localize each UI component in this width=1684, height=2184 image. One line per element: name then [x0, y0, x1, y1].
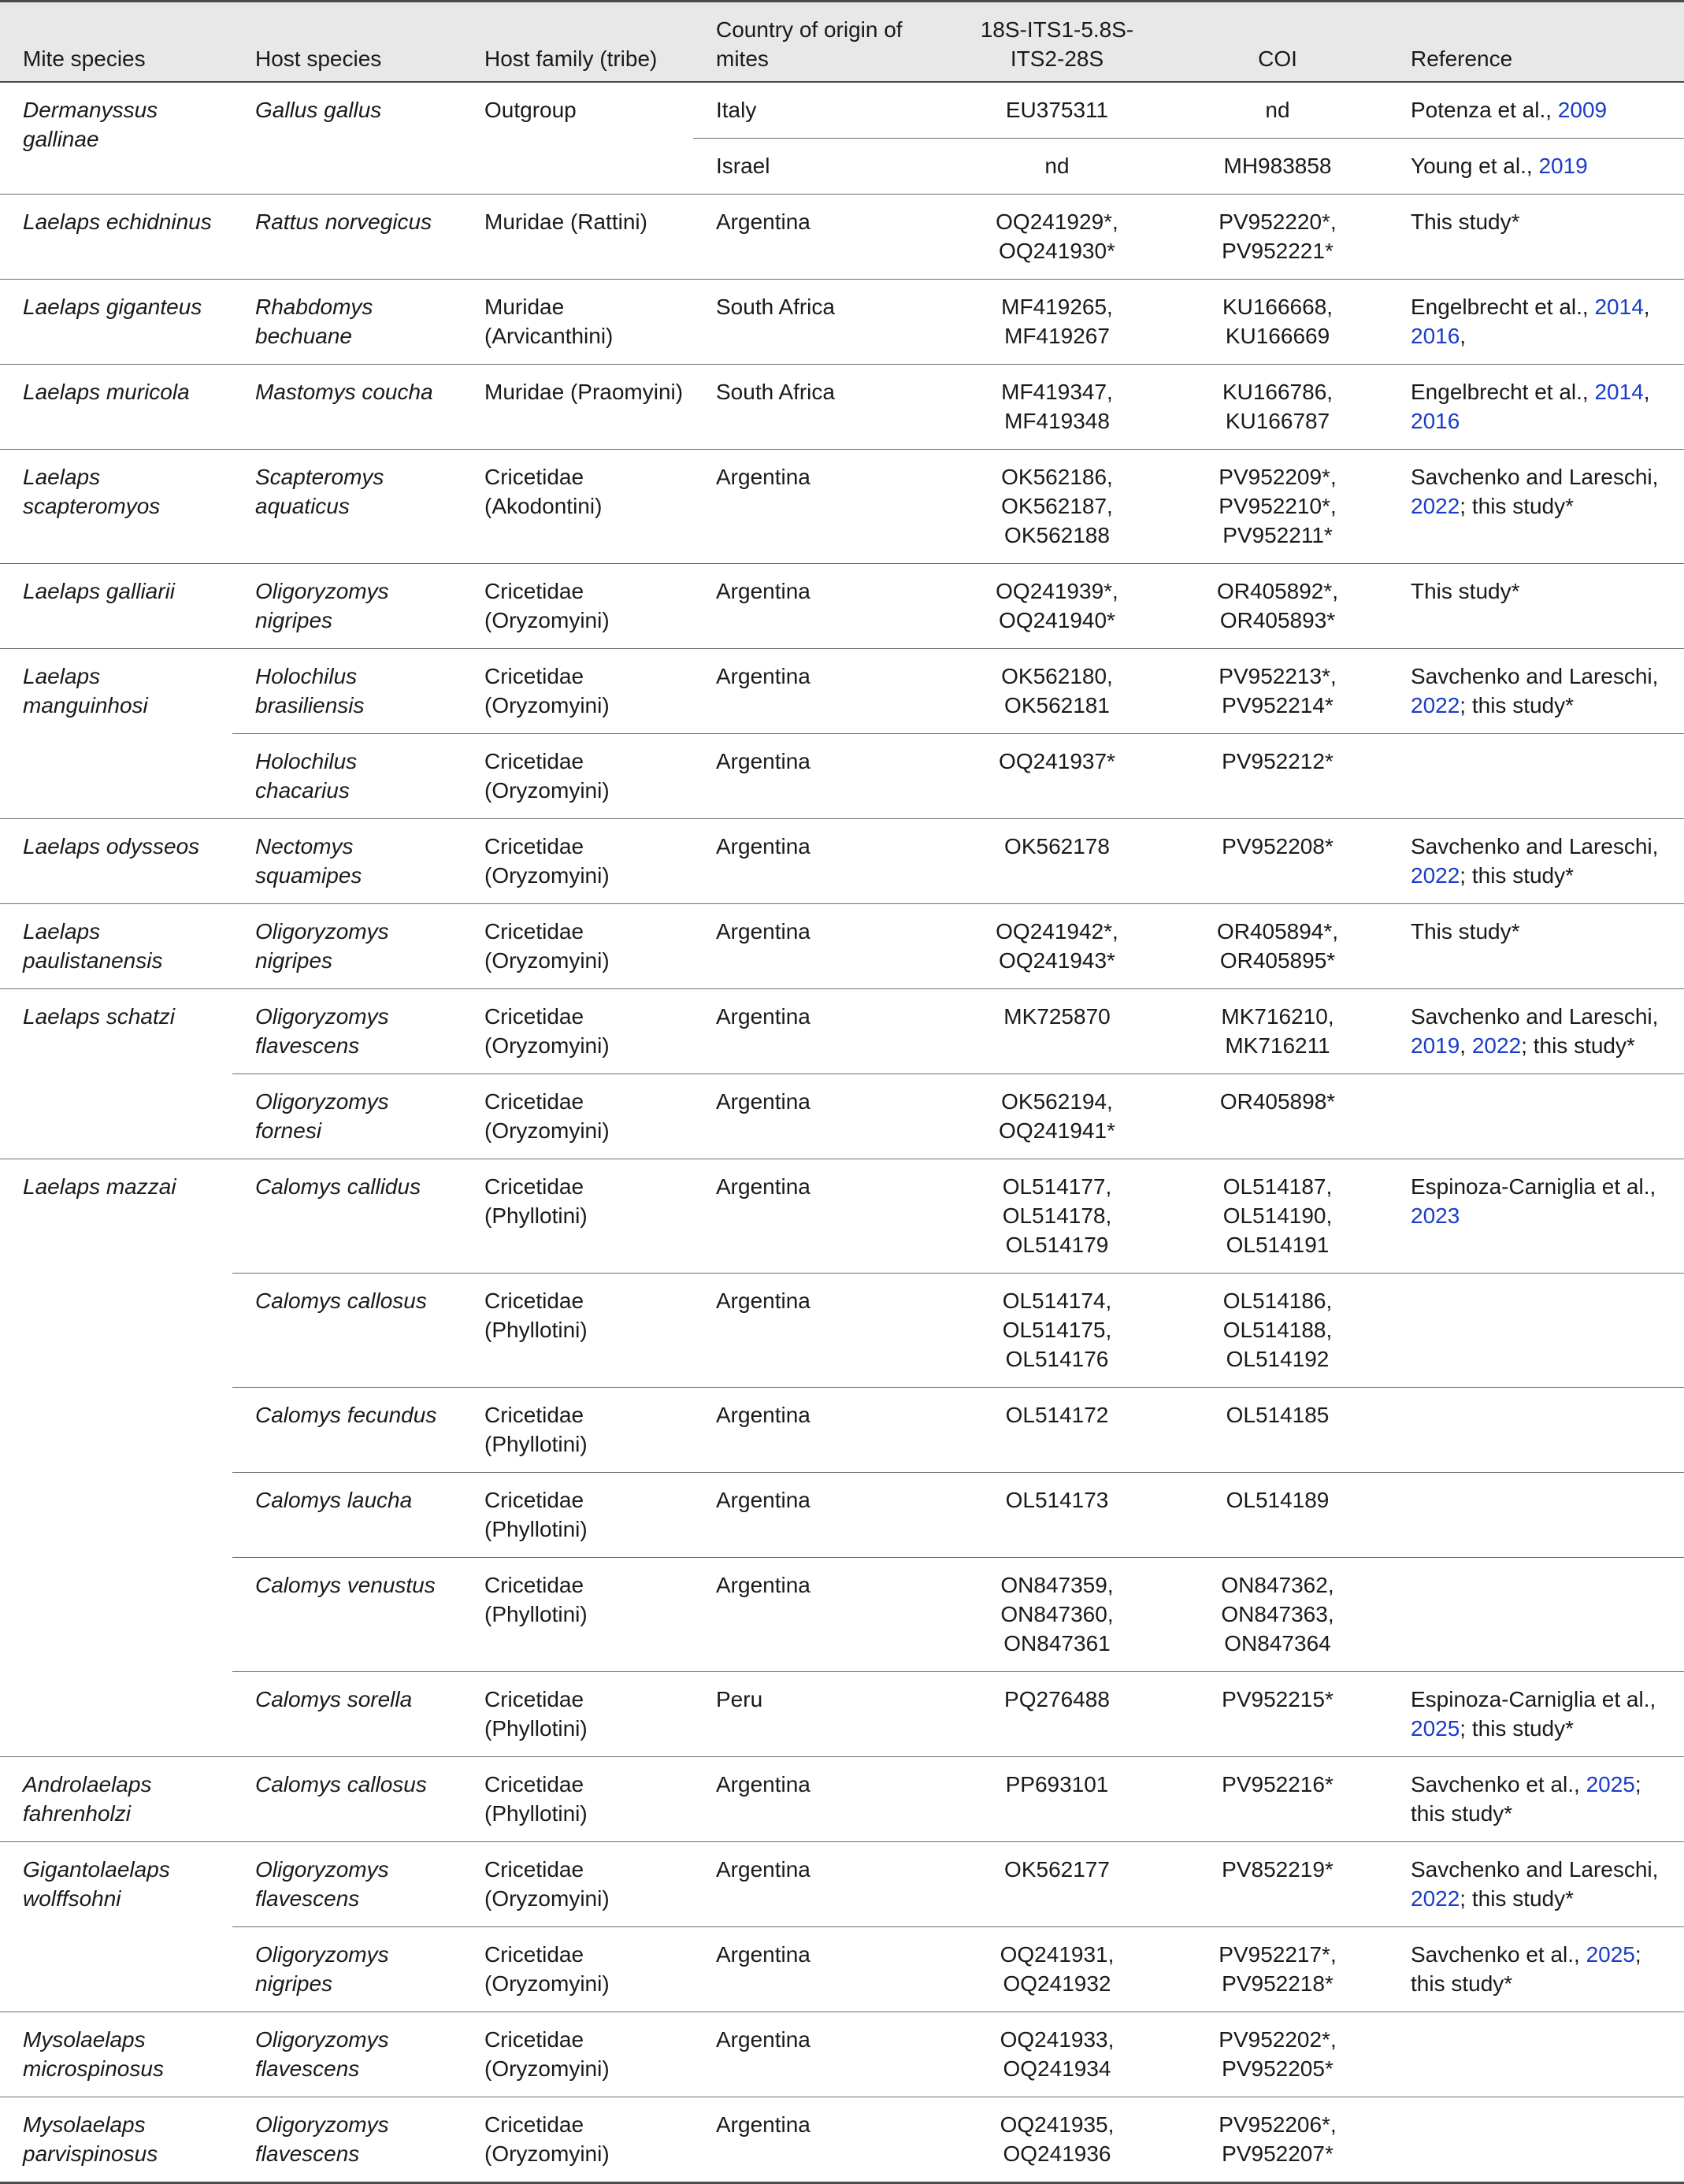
reference-cell [1388, 734, 1684, 819]
mite-species-cell: Laelaps paulistanensis [0, 904, 232, 989]
table-row [0, 195, 1684, 280]
country-cell: Argentina [693, 904, 947, 989]
country-cell: South Africa [693, 365, 947, 450]
its-accession-cell: OK562186, OK562187, OK562188 [947, 450, 1167, 564]
table-row [0, 734, 1684, 819]
coi-accession-cell: OL514186, OL514188, OL514192 [1167, 1274, 1388, 1388]
its-accession-cell: PQ276488 [947, 1672, 1167, 1757]
country-cell: Italy [693, 82, 947, 139]
host-family-cell: Cricetidae (Phyllotini) [462, 1558, 693, 1672]
coi-accession-cell: PV952216* [1167, 1757, 1388, 1842]
its-accession-cell: OK562178 [947, 819, 1167, 904]
ref-year-link[interactable]: 2019 [1411, 1033, 1460, 1058]
host-family-cell: Cricetidae (Akodontini) [462, 450, 693, 564]
ref-text: This study* [1411, 919, 1520, 944]
ref-year-link[interactable]: 2023 [1411, 1203, 1460, 1228]
host-family-cell: Muridae (Arvicanthini) [462, 280, 693, 365]
host-family-cell: Cricetidae (Oryzomyini) [462, 2012, 693, 2097]
ref-tail: ; this study* [1411, 1772, 1641, 1826]
its-accession-cell: ON847359, ON847360, ON847361 [947, 1558, 1167, 1672]
its-accession-cell: OQ241937* [947, 734, 1167, 819]
its-accession-cell: OQ241942*, OQ241943* [947, 904, 1167, 989]
country-cell: Argentina [693, 2097, 947, 2183]
host-family-cell: Cricetidae (Phyllotini) [462, 1388, 693, 1473]
table-row [0, 1757, 1684, 1842]
mite-species-cell: Mysolaelaps microspinosus [0, 2012, 232, 2097]
country-cell: Argentina [693, 195, 947, 280]
ref-year-link[interactable]: 2014 [1594, 295, 1644, 319]
reference-cell [1388, 1074, 1684, 1159]
host-species-cell: Oligoryzomys nigripes [232, 904, 462, 989]
ref-tail: ; this study* [1460, 693, 1575, 717]
mite-species-cell: Dermanyssus gallinae [0, 82, 232, 195]
host-family-cell: Cricetidae (Oryzomyini) [462, 819, 693, 904]
coi-accession-cell: PV952213*, PV952214* [1167, 649, 1388, 734]
country-cell: Argentina [693, 564, 947, 649]
table-row [0, 450, 1684, 564]
its-accession-cell: OQ241933, OQ241934 [947, 2012, 1167, 2097]
host-species-cell: Calomys laucha [232, 1473, 462, 1558]
ref-text: Savchenko and Lareschi, [1411, 664, 1659, 688]
ref-year-link[interactable]: 2025 [1586, 1772, 1635, 1797]
header-mite-species: Mite species [0, 2, 232, 83]
its-accession-cell: MF419347, MF419348 [947, 365, 1167, 450]
country-cell: Argentina [693, 1927, 947, 2012]
coi-accession-cell: KU166786, KU166787 [1167, 365, 1388, 450]
ref-text: Savchenko and Lareschi, [1411, 1004, 1659, 1029]
its-accession-cell: OK562177 [947, 1842, 1167, 1927]
ref-year-link[interactable]: 2025 [1411, 1716, 1460, 1741]
host-species-cell: Calomys sorella [232, 1672, 462, 1757]
its-accession-cell: OQ241929*, OQ241930* [947, 195, 1167, 280]
reference-cell [1388, 82, 1684, 139]
its-accession-cell: MF419265, MF419267 [947, 280, 1167, 365]
coi-accession-cell: MH983858 [1167, 139, 1388, 195]
table-row [0, 1842, 1684, 1927]
mite-species-cell: Mysolaelaps parvispinosus [0, 2097, 232, 2183]
coi-accession-cell: PV952208* [1167, 819, 1388, 904]
ref-year-link[interactable]: 2019 [1538, 154, 1588, 178]
ref-year-link[interactable]: 2022 [1411, 494, 1460, 518]
ref-text: Engelbrecht et al., [1411, 295, 1595, 319]
host-species-cell: Scapteromys aquaticus [232, 450, 462, 564]
host-species-cell: Oligoryzomys flavescens [232, 1842, 462, 1927]
coi-accession-cell: OR405892*, OR405893* [1167, 564, 1388, 649]
host-family-cell: Cricetidae (Oryzomyini) [462, 1074, 693, 1159]
ref-text: Engelbrecht et al., [1411, 380, 1595, 404]
host-species-cell: Oligoryzomys flavescens [232, 2097, 462, 2183]
ref-year-link[interactable]: 2022 [1411, 1886, 1460, 1911]
coi-accession-cell: OL514189 [1167, 1473, 1388, 1558]
its-accession-cell: OQ241931, OQ241932 [947, 1927, 1167, 2012]
reference-cell [1388, 139, 1684, 195]
its-accession-cell: OK562180, OK562181 [947, 649, 1167, 734]
host-species-cell: Calomys callidus [232, 1159, 462, 1274]
country-cell: Argentina [693, 989, 947, 1074]
reference-cell [1388, 1757, 1684, 1842]
host-family-cell: Cricetidae (Oryzomyini) [462, 2097, 693, 2183]
table-row [0, 989, 1684, 1074]
mite-species-cell: Laelaps scapteromyos [0, 450, 232, 564]
ref-tail: , [1643, 380, 1650, 404]
mite-species-cell: Laelaps galliarii [0, 564, 232, 649]
table-row [0, 365, 1684, 450]
ref-tail-2: ; this study* [1521, 1033, 1635, 1058]
country-cell: Argentina [693, 1388, 947, 1473]
its-accession-cell: EU375311 [947, 82, 1167, 139]
ref-tail: ; this study* [1460, 494, 1575, 518]
host-species-cell: Oligoryzomys nigripes [232, 1927, 462, 2012]
table-row [0, 1927, 1684, 2012]
host-species-cell: Mastomys coucha [232, 365, 462, 450]
ref-year-link[interactable]: 2022 [1411, 863, 1460, 888]
table-row [0, 1558, 1684, 1672]
host-species-cell: Rhabdomys bechuane [232, 280, 462, 365]
host-family-cell: Cricetidae (Phyllotini) [462, 1159, 693, 1274]
mite-species-cell: Gigantolaelaps wolffsohni [0, 1842, 232, 2012]
table-row [0, 82, 1684, 139]
coi-accession-cell: OR405898* [1167, 1074, 1388, 1159]
country-cell: Argentina [693, 819, 947, 904]
host-species-cell: Oligoryzomys nigripes [232, 564, 462, 649]
reference-cell [1388, 450, 1684, 564]
country-cell: Argentina [693, 1473, 947, 1558]
mite-species-cell: Laelaps mazzai [0, 1159, 232, 1757]
coi-accession-cell: PV952215* [1167, 1672, 1388, 1757]
mite-species-cell: Laelaps odysseos [0, 819, 232, 904]
mite-species-cell: Laelaps schatzi [0, 989, 232, 1159]
coi-accession-cell: OL514185 [1167, 1388, 1388, 1473]
its-accession-cell: OQ241939*, OQ241940* [947, 564, 1167, 649]
coi-accession-cell: PV852219* [1167, 1842, 1388, 1927]
host-species-cell: Oligoryzomys flavescens [232, 2012, 462, 2097]
coi-accession-cell: PV952202*, PV952205* [1167, 2012, 1388, 2097]
ref-text: Savchenko et al., [1411, 1942, 1586, 1967]
reference-cell [1388, 280, 1684, 365]
ref-text: Savchenko et al., [1411, 1772, 1586, 1797]
ref-text: Savchenko and Lareschi, [1411, 834, 1659, 858]
table-row [0, 819, 1684, 904]
host-species-cell: Oligoryzomys fornesi [232, 1074, 462, 1159]
country-cell: Argentina [693, 450, 947, 564]
host-species-cell: Oligoryzomys flavescens [232, 989, 462, 1074]
host-family-cell: Cricetidae (Oryzomyini) [462, 904, 693, 989]
country-cell: Argentina [693, 1558, 947, 1672]
ref-tail: ; this study* [1460, 1716, 1575, 1741]
ref-year-link[interactable]: 2025 [1586, 1942, 1635, 1967]
reference-cell [1388, 819, 1684, 904]
host-family-cell: Outgroup [462, 82, 693, 195]
host-family-cell: Cricetidae (Oryzomyini) [462, 1927, 693, 2012]
ref-text: Potenza et al., [1411, 98, 1558, 122]
host-species-cell: Holochilus chacarius [232, 734, 462, 819]
ref-year-link[interactable]: 2022 [1411, 693, 1460, 717]
country-cell: South Africa [693, 280, 947, 365]
host-family-cell: Cricetidae (Phyllotini) [462, 1473, 693, 1558]
reference-cell [1388, 564, 1684, 649]
mite-species-cell: Laelaps muricola [0, 365, 232, 450]
reference-cell [1388, 989, 1684, 1074]
mite-species-cell: Laelaps giganteus [0, 280, 232, 365]
host-species-cell: Calomys callosus [232, 1274, 462, 1388]
coi-accession-cell: nd [1167, 82, 1388, 139]
country-cell: Argentina [693, 1274, 947, 1388]
table-row [0, 1074, 1684, 1159]
coi-accession-cell: PV952212* [1167, 734, 1388, 819]
coi-accession-cell: KU166668, KU166669 [1167, 280, 1388, 365]
ref-text: This study* [1411, 579, 1520, 603]
ref-tail: , [1643, 295, 1650, 319]
country-cell: Israel [693, 139, 947, 195]
host-family-cell: Cricetidae (Phyllotini) [462, 1672, 693, 1757]
its-accession-cell: OL514173 [947, 1473, 1167, 1558]
host-species-cell: Calomys callosus [232, 1757, 462, 1842]
table-row [0, 1672, 1684, 1757]
reference-cell [1388, 1159, 1684, 1274]
ref-tail: ; this study* [1460, 1886, 1575, 1911]
host-family-cell: Cricetidae (Oryzomyini) [462, 1842, 693, 1927]
its-accession-cell: OL514177, OL514178, OL514179 [947, 1159, 1167, 1274]
country-cell: Argentina [693, 1842, 947, 1927]
table-row [0, 649, 1684, 734]
mite-species-cell: Androlaelaps fahrenholzi [0, 1757, 232, 1842]
reference-cell [1388, 1558, 1684, 1672]
its-accession-cell: MK725870 [947, 989, 1167, 1074]
header-reference: Reference [1388, 2, 1684, 83]
coi-accession-cell: ON847362, ON847363, ON847364 [1167, 1558, 1388, 1672]
coi-accession-cell: PV952209*, PV952210*, PV952211* [1167, 450, 1388, 564]
table-row [0, 1388, 1684, 1473]
table-row [0, 1473, 1684, 1558]
reference-cell [1388, 365, 1684, 450]
country-cell: Argentina [693, 2012, 947, 2097]
header-18s-marker: 18S-ITS1-5.8S-ITS2-28S [947, 2, 1167, 83]
reference-cell [1388, 1473, 1684, 1558]
ref-text: Savchenko and Lareschi, [1411, 465, 1659, 489]
host-family-cell: Cricetidae (Phyllotini) [462, 1757, 693, 1842]
table-row [0, 564, 1684, 649]
its-accession-cell: OL514174, OL514175, OL514176 [947, 1274, 1167, 1388]
host-species-cell: Calomys fecundus [232, 1388, 462, 1473]
reference-cell [1388, 195, 1684, 280]
ref-year-link-2[interactable]: 2016 [1411, 409, 1460, 433]
host-species-cell: Holochilus brasiliensis [232, 649, 462, 734]
host-species-cell: Nectomys squamipes [232, 819, 462, 904]
host-family-cell: Cricetidae (Oryzomyini) [462, 564, 693, 649]
table-row [0, 2097, 1684, 2183]
ref-tail: ; this study* [1460, 863, 1575, 888]
coi-accession-cell: OR405894*, OR405895* [1167, 904, 1388, 989]
host-species-cell: Rattus norvegicus [232, 195, 462, 280]
table-row [0, 904, 1684, 989]
its-accession-cell: nd [947, 139, 1167, 195]
table-row [0, 1159, 1684, 1274]
coi-accession-cell: OL514187, OL514190, OL514191 [1167, 1159, 1388, 1274]
table-row [0, 2012, 1684, 2097]
country-cell: Peru [693, 1672, 947, 1757]
ref-tail: , [1460, 1033, 1472, 1058]
ref-year-link[interactable]: 2009 [1557, 98, 1608, 122]
country-cell: Argentina [693, 1159, 947, 1274]
ref-year-link-2[interactable]: 2016 [1411, 324, 1460, 348]
host-family-cell: Muridae (Praomyini) [462, 365, 693, 450]
host-species-cell: Gallus gallus [232, 82, 462, 195]
table-row [0, 1274, 1684, 1388]
ref-tail-2: , [1460, 324, 1467, 348]
header-host-species: Host species [232, 2, 462, 83]
coi-accession-cell: MK716210, MK716211 [1167, 989, 1388, 1074]
host-family-cell: Muridae (Rattini) [462, 195, 693, 280]
ref-text: Espinoza-Carniglia et al., [1411, 1174, 1656, 1199]
header-coi: COI [1167, 2, 1388, 83]
ref-text: Savchenko and Lareschi, [1411, 1857, 1659, 1882]
host-family-cell: Cricetidae (Oryzomyini) [462, 734, 693, 819]
mite-species-cell: Laelaps echidninus [0, 195, 232, 280]
ref-year-link-2[interactable]: 2022 [1471, 1033, 1522, 1058]
reference-cell [1388, 1842, 1684, 1927]
ref-text: This study* [1411, 210, 1520, 234]
its-accession-cell: PP693101 [947, 1757, 1167, 1842]
country-cell: Argentina [693, 649, 947, 734]
country-cell: Argentina [693, 734, 947, 819]
ref-text: Young et al., [1411, 154, 1539, 178]
ref-tail: ; this study* [1411, 1942, 1641, 1996]
its-accession-cell: OL514172 [947, 1388, 1167, 1473]
ref-year-link[interactable]: 2014 [1594, 380, 1644, 404]
ref-text: Espinoza-Carniglia et al., [1411, 1687, 1656, 1711]
reference-cell [1388, 1672, 1684, 1757]
header-row [0, 2, 1684, 83]
reference-cell [1388, 1274, 1684, 1388]
coi-accession-cell: PV952206*, PV952207* [1167, 2097, 1388, 2183]
country-cell: Argentina [693, 1074, 947, 1159]
host-species-cell: Calomys venustus [232, 1558, 462, 1672]
table-row [0, 280, 1684, 365]
reference-cell [1388, 2012, 1684, 2097]
mite-species-cell: Laelaps manguinhosi [0, 649, 232, 819]
reference-cell [1388, 904, 1684, 989]
table-header [0, 2, 1684, 83]
table-body [0, 82, 1684, 2183]
host-family-cell: Cricetidae (Phyllotini) [462, 1274, 693, 1388]
reference-cell [1388, 1388, 1684, 1473]
reference-cell [1388, 2097, 1684, 2183]
header-host-family: Host family (tribe) [462, 2, 693, 83]
country-cell: Argentina [693, 1757, 947, 1842]
host-family-cell: Cricetidae (Oryzomyini) [462, 649, 693, 734]
reference-cell [1388, 649, 1684, 734]
coi-accession-cell: PV952220*, PV952221* [1167, 195, 1388, 280]
its-accession-cell: OK562194, OQ241941* [947, 1074, 1167, 1159]
header-country: Country of origin of mites [693, 2, 947, 83]
its-accession-cell: OQ241935, OQ241936 [947, 2097, 1167, 2183]
reference-cell [1388, 1927, 1684, 2012]
host-family-cell: Cricetidae (Oryzomyini) [462, 989, 693, 1074]
coi-accession-cell: PV952217*, PV952218* [1167, 1927, 1388, 2012]
